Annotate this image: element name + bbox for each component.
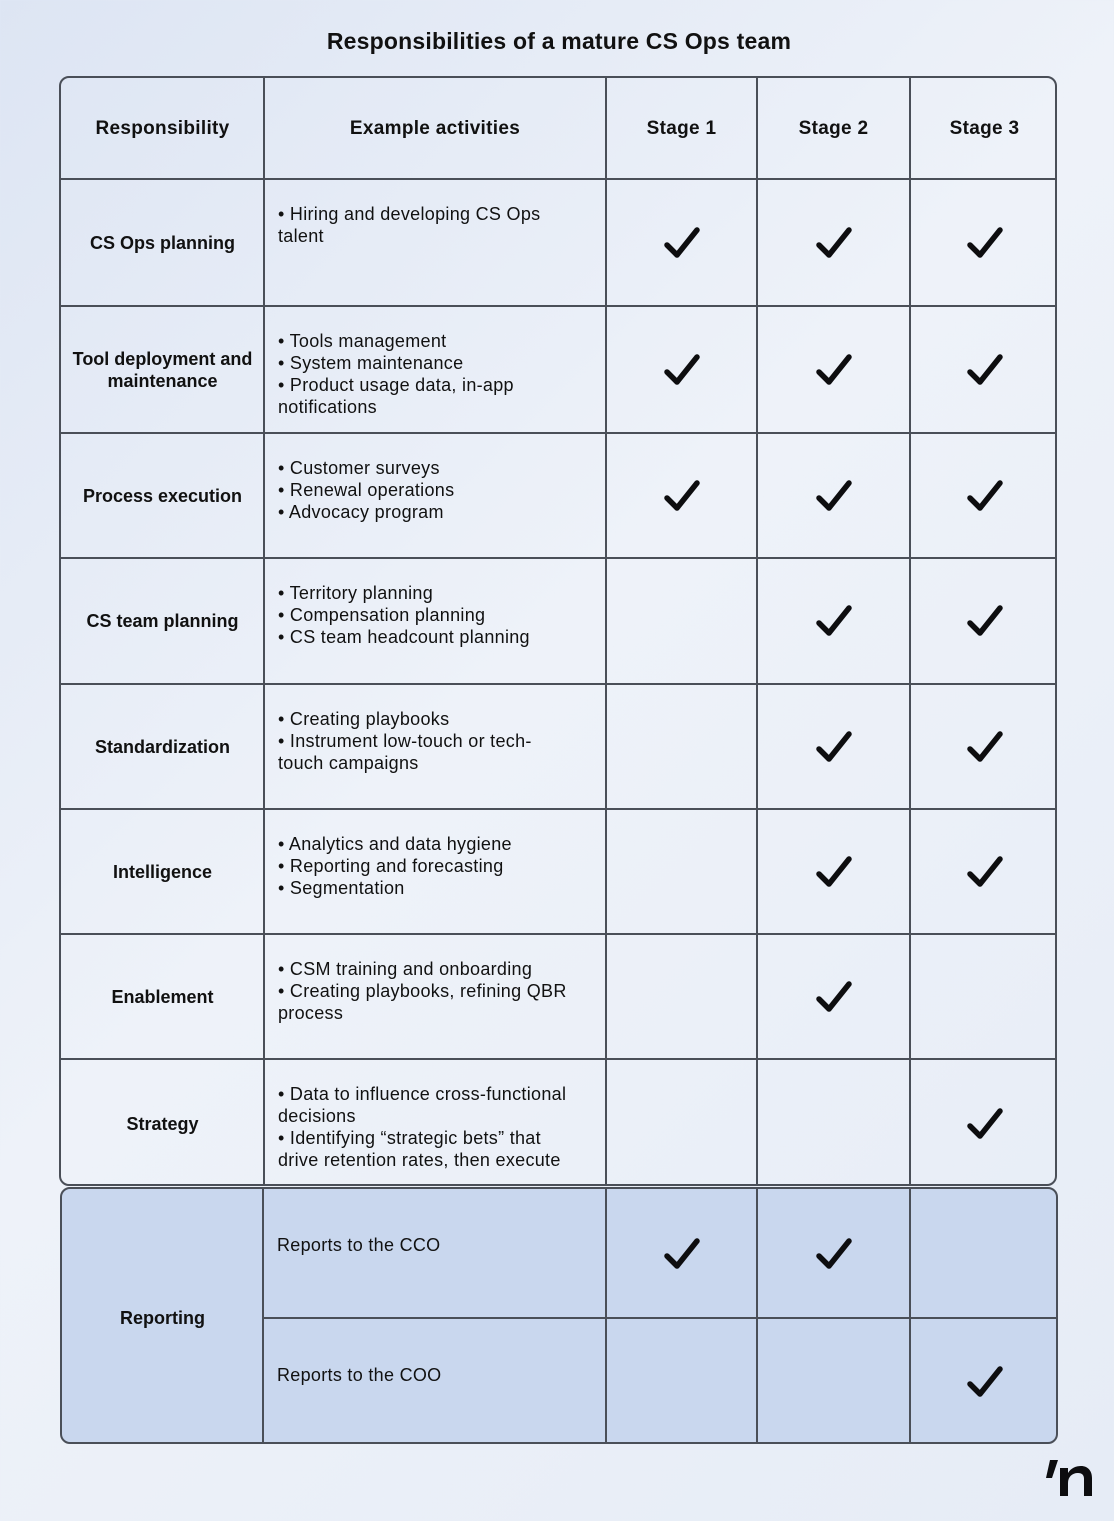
checkmark-icon xyxy=(663,226,701,260)
reporting-line-text: Reports to the COO xyxy=(277,1365,442,1385)
stage-2-cell xyxy=(757,1318,910,1444)
checkmark-icon xyxy=(966,730,1004,764)
checkmark-icon xyxy=(966,479,1004,513)
column-header: Stage 1 xyxy=(646,117,717,139)
responsibility-cell: Tool deployment and maintenance xyxy=(72,348,253,391)
activities-cell xyxy=(264,306,606,433)
activity-line: • System maintenance xyxy=(278,353,464,373)
stage-3-cell xyxy=(910,1189,1058,1318)
activity-line: • Tools management xyxy=(278,331,447,351)
activities-cell xyxy=(264,558,606,684)
activity-line: • Instrument low-touch or tech- xyxy=(278,731,532,751)
activities-list xyxy=(278,708,532,774)
activities-list xyxy=(278,958,567,1024)
checkmark-icon xyxy=(815,604,853,638)
stage-1-cell xyxy=(606,1318,757,1444)
stage-2-cell xyxy=(757,1059,910,1186)
activity-line: • Product usage data, in-app xyxy=(278,375,514,395)
activity-line: process xyxy=(278,1003,344,1023)
activity-line: • Renewal operations xyxy=(278,480,455,500)
activity-line: • Reporting and forecasting xyxy=(278,856,504,876)
stage-2-cell xyxy=(757,433,910,558)
reporting-table xyxy=(60,1187,1058,1444)
activities-list xyxy=(278,330,514,418)
activity-line: notifications xyxy=(278,397,377,417)
column-header: Stage 2 xyxy=(798,117,869,139)
activities-list xyxy=(278,203,540,247)
stage-2-cell xyxy=(757,306,910,433)
activities-list xyxy=(278,582,530,648)
activity-line: • Advocacy program xyxy=(278,502,444,522)
activities-cell xyxy=(264,934,606,1059)
column-header: Stage 3 xyxy=(949,117,1020,139)
responsibility-cell: Strategy xyxy=(126,1113,199,1134)
responsibility-cell: Standardization xyxy=(94,736,230,757)
activity-line: • CSM training and onboarding xyxy=(278,959,533,979)
reporting-line-cell xyxy=(263,1189,606,1318)
stage-3-cell xyxy=(910,809,1057,934)
reporting-line-cell xyxy=(263,1318,606,1444)
responsibility-cell: Enablement xyxy=(111,986,214,1007)
activity-line: • CS team headcount planning xyxy=(278,627,530,647)
checkmark-icon xyxy=(966,353,1004,387)
stage-1-cell xyxy=(606,684,757,809)
checkmark-icon xyxy=(663,479,701,513)
stage-1-cell xyxy=(606,1059,757,1186)
responsibility-cell: CS team planning xyxy=(86,611,239,631)
stage-1-cell xyxy=(606,433,757,558)
stage-1-cell xyxy=(606,1189,757,1318)
activities-cell xyxy=(264,684,606,809)
activity-line: • Analytics and data hygiene xyxy=(278,834,512,854)
stage-3-cell xyxy=(910,179,1057,306)
column-header: Example activities xyxy=(349,117,521,139)
stage-2-cell xyxy=(757,179,910,306)
checkmark-icon xyxy=(663,1237,701,1271)
activities-cell xyxy=(264,433,606,558)
responsibility-cell: Process execution xyxy=(82,485,243,506)
checkmark-icon xyxy=(815,479,853,513)
reporting-line-text: Reports to the CCO xyxy=(277,1234,441,1255)
activity-line: • Segmentation xyxy=(278,878,405,898)
activities-cell xyxy=(264,179,606,306)
checkmark-icon xyxy=(815,855,853,889)
activity-line: drive retention rates, then execute xyxy=(278,1150,561,1170)
activity-line: decisions xyxy=(278,1106,356,1126)
stage-3-cell xyxy=(910,684,1057,809)
activity-line: • Creating playbooks xyxy=(278,709,450,729)
responsibility-cell: CS Ops planning xyxy=(89,232,235,253)
n-logo-icon xyxy=(1046,1458,1096,1498)
checkmark-icon xyxy=(815,226,853,260)
activity-line: • Creating playbooks, refining QBR xyxy=(278,981,567,1001)
activities-cell xyxy=(264,809,606,934)
stage-3-cell xyxy=(910,306,1057,433)
activity-line: touch campaigns xyxy=(278,753,419,773)
stage-1-cell xyxy=(606,306,757,433)
stage-1-cell xyxy=(606,934,757,1059)
stage-3-cell xyxy=(910,433,1057,558)
activities-list xyxy=(278,833,512,899)
reporting-label: Reporting xyxy=(120,1307,205,1328)
column-header: Responsibility xyxy=(95,117,230,139)
checkmark-icon xyxy=(966,1365,1004,1399)
stage-1-cell xyxy=(606,558,757,684)
checkmark-icon xyxy=(815,730,853,764)
stage-2-cell xyxy=(757,934,910,1059)
activity-line: • Hiring and developing CS Ops xyxy=(278,204,541,224)
stage-2-cell xyxy=(757,558,910,684)
stage-3-cell xyxy=(910,934,1057,1059)
checkmark-icon xyxy=(815,1237,853,1271)
checkmark-icon xyxy=(663,353,701,387)
activity-line: • Compensation planning xyxy=(278,605,486,625)
stage-3-cell xyxy=(910,1059,1057,1186)
stage-2-cell xyxy=(757,809,910,934)
stage-2-cell xyxy=(757,684,910,809)
stage-1-cell xyxy=(606,809,757,934)
activity-line: • Identifying “strategic bets” that xyxy=(278,1128,541,1148)
stage-1-cell xyxy=(606,179,757,306)
checkmark-icon xyxy=(815,980,853,1014)
checkmark-icon xyxy=(966,604,1004,638)
stage-2-cell xyxy=(757,1189,910,1318)
activity-line: • Customer surveys xyxy=(278,458,440,478)
stage-3-cell xyxy=(910,1318,1058,1444)
activities-cell xyxy=(264,1059,606,1186)
responsibilities-table xyxy=(59,76,1057,1186)
checkmark-icon xyxy=(815,353,853,387)
checkmark-icon xyxy=(966,855,1004,889)
activity-line: • Territory planning xyxy=(278,583,434,603)
checkmark-icon xyxy=(966,1107,1004,1141)
activity-line: • Data to influence cross-functional xyxy=(278,1084,567,1104)
page-title: Responsibilities of a mature CS Ops team xyxy=(326,28,792,54)
checkmark-icon xyxy=(966,226,1004,260)
stage-3-cell xyxy=(910,558,1057,684)
activities-list xyxy=(278,1083,566,1171)
activities-list xyxy=(278,457,454,523)
activity-line: talent xyxy=(278,226,324,246)
responsibility-cell: Intelligence xyxy=(112,861,213,882)
